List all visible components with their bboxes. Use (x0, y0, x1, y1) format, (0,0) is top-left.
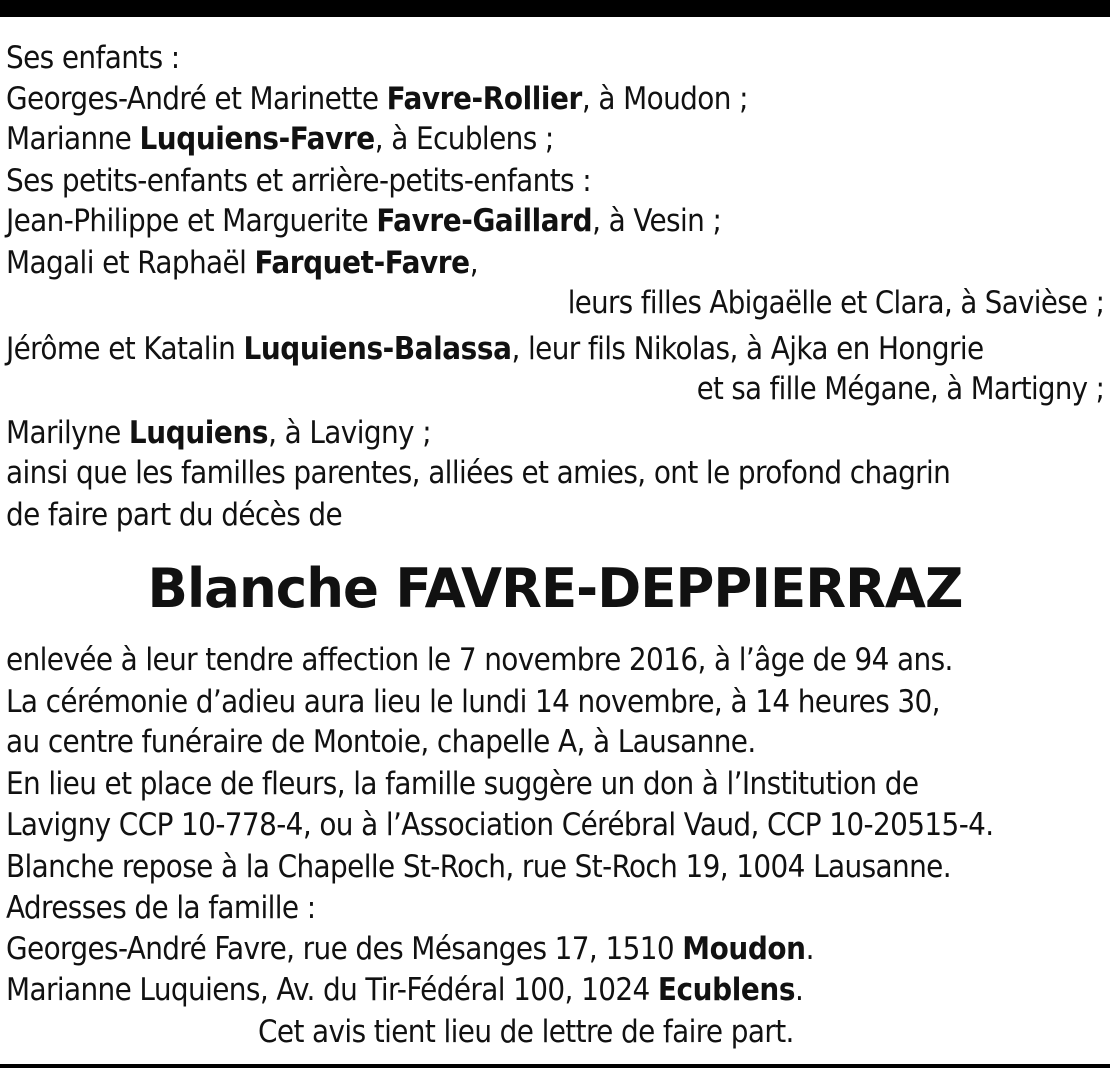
grandchild-2-surname: Farquet-Favre (254, 245, 470, 281)
child-2-first-names: Marianne (6, 121, 140, 157)
families-line-2-text: de faire part du décès de (6, 497, 343, 533)
child-1-surname: Favre-Rollier (386, 81, 582, 117)
body-line-3-text: au centre funéraire de Montoie, chapelle A, à Lausanne. (6, 724, 756, 760)
grandchild-2-first-names: Magali et Raphaël (6, 245, 255, 281)
body-line-5-text: Lavigny CCP 10-778-4, ou à l’Association Cérébral Vaud, CCP 10-20515-4. (6, 807, 994, 843)
families-line-1 (6, 453, 950, 493)
grandchild-4-surname: Luquiens (128, 415, 269, 451)
children-label-text: Ses enfants : (6, 40, 180, 76)
grandchild-line-3-continued (696, 369, 1104, 409)
addresses-label (6, 888, 316, 928)
address-2-city: Ecublens (657, 972, 796, 1008)
body-line-1-text: enlevée à leur tendre affection le 7 novembre 2016, à l’âge de 94 ans. (6, 642, 953, 678)
children-label (6, 38, 180, 78)
closing-line (258, 1012, 794, 1052)
families-line-1-text: ainsi que les familles parentes, alliées et amies, ont le profond chagrin (6, 455, 951, 491)
body-line-3 (6, 722, 756, 762)
grandchild-1-place: , à Vesin ; (592, 203, 722, 239)
grandchild-line-4 (6, 413, 431, 453)
grandchild-3-first-names: Jérôme et Katalin (6, 331, 244, 367)
child-line-1 (6, 79, 748, 119)
top-rule (0, 0, 1110, 17)
address-2-period: . (795, 972, 804, 1008)
grandchild-line-2-continued (567, 283, 1104, 323)
body-line-2 (6, 682, 940, 722)
grandchild-line-1 (6, 201, 721, 241)
closing-text: Cet avis tient lieu de lettre de faire part. (258, 1014, 794, 1050)
address-line-2 (6, 970, 803, 1010)
grandchild-line-3 (6, 329, 984, 369)
grandchild-1-surname: Favre-Gaillard (376, 203, 593, 239)
child-2-place: , à Ecublens ; (374, 121, 554, 157)
grandchild-4-place: , à Lavigny ; (268, 415, 431, 451)
body-line-4-text: En lieu et place de fleurs, la famille suggère un don à l’Institution de (6, 766, 919, 802)
body-line-5 (6, 805, 994, 845)
address-1-period: . (805, 931, 814, 967)
body-line-6 (6, 847, 951, 887)
child-line-2 (6, 119, 554, 159)
grandchild-line-2 (6, 243, 478, 283)
body-line-6-text: Blanche repose à la Chapelle St-Roch, rue St-Roch 19, 1004 Lausanne. (6, 849, 951, 885)
address-1-city: Moudon (682, 931, 806, 967)
grandchild-3-rest: , leur fils Nikolas, à Ajka en Hongrie (511, 331, 984, 367)
body-line-4 (6, 764, 918, 804)
grandchild-3-surname: Luquiens-Balassa (243, 331, 512, 367)
address-1-text: Georges-André Favre, rue des Mésanges 17, 1510 (6, 931, 683, 967)
addresses-label-text: Adresses de la famille : (6, 890, 316, 926)
body-line-2-text: La cérémonie d’adieu aura lieu le lundi 14 novembre, à 14 heures 30, (6, 684, 940, 720)
bottom-rule (0, 1064, 1110, 1068)
deceased-name: Blanche FAVRE-DEPPIERRAZ (147, 557, 963, 620)
child-1-first-names: Georges-André et Marinette (6, 81, 387, 117)
address-2-text: Marianne Luquiens, Av. du Tir-Fédéral 100, 1024 (6, 972, 658, 1008)
grandchild-3-continued-text: et sa fille Mégane, à Martigny ; (696, 371, 1104, 407)
grandchildren-label-text: Ses petits-enfants et arrière-petits-enfants : (6, 163, 592, 199)
grandchild-1-first-names: Jean-Philippe et Marguerite (6, 203, 377, 239)
grandchild-2-comma: , (469, 245, 478, 281)
grandchild-4-first-name: Marilyne (6, 415, 129, 451)
grandchildren-label (6, 161, 591, 201)
families-line-2 (6, 495, 342, 535)
body-line-1 (6, 640, 953, 680)
child-1-place: , à Moudon ; (581, 81, 748, 117)
child-2-surname: Luquiens-Favre (139, 121, 375, 157)
address-line-1 (6, 929, 814, 969)
grandchild-2-continued-text: leurs filles Abigaëlle et Clara, à Savièse ; (567, 285, 1104, 321)
